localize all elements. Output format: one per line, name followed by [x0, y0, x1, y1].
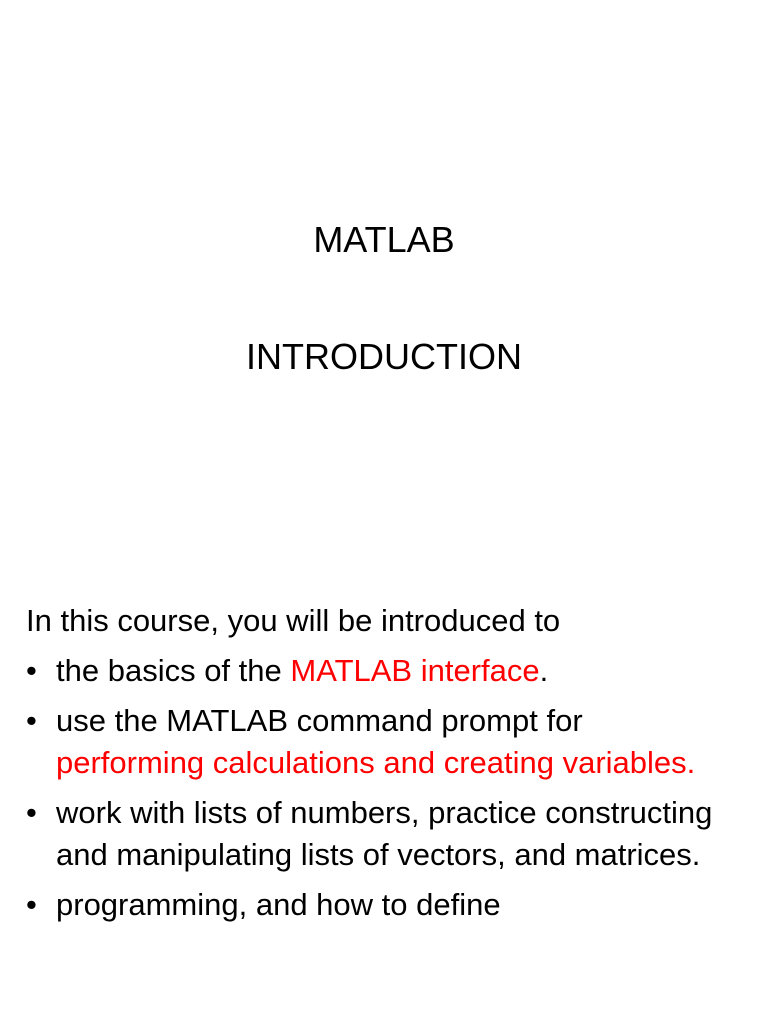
bullet-list	[26, 650, 736, 926]
bullet-item	[26, 884, 736, 926]
slide-body	[26, 600, 736, 934]
slide-subtitle: INTRODUCTION	[246, 336, 522, 377]
bullet-text-segment: work with lists of numbers, practice constructing and manipulating lists of vectors, and matrices.	[56, 795, 713, 872]
bullet-text-segment: programming, and how to define	[56, 887, 501, 922]
bullet-highlight-segment: performing calculations and creating variables.	[56, 745, 696, 780]
bullet-icon: •	[26, 887, 37, 922]
bullet-text-segment: .	[539, 653, 549, 688]
bullet-item	[26, 650, 736, 692]
bullet-text-segment: the basics of the	[56, 653, 291, 688]
bullet-icon: •	[26, 703, 37, 738]
intro-text: In this course, you will be introduced to	[26, 603, 561, 638]
bullet-text-segment: use the MATLAB command prompt for	[56, 703, 583, 738]
bullet-icon: •	[26, 795, 37, 830]
slide-title: MATLAB	[313, 219, 455, 260]
bullet-icon: •	[26, 653, 37, 688]
bullet-highlight-segment: MATLAB interface	[290, 653, 540, 688]
bullet-item	[26, 700, 736, 784]
bullet-item	[26, 792, 736, 876]
